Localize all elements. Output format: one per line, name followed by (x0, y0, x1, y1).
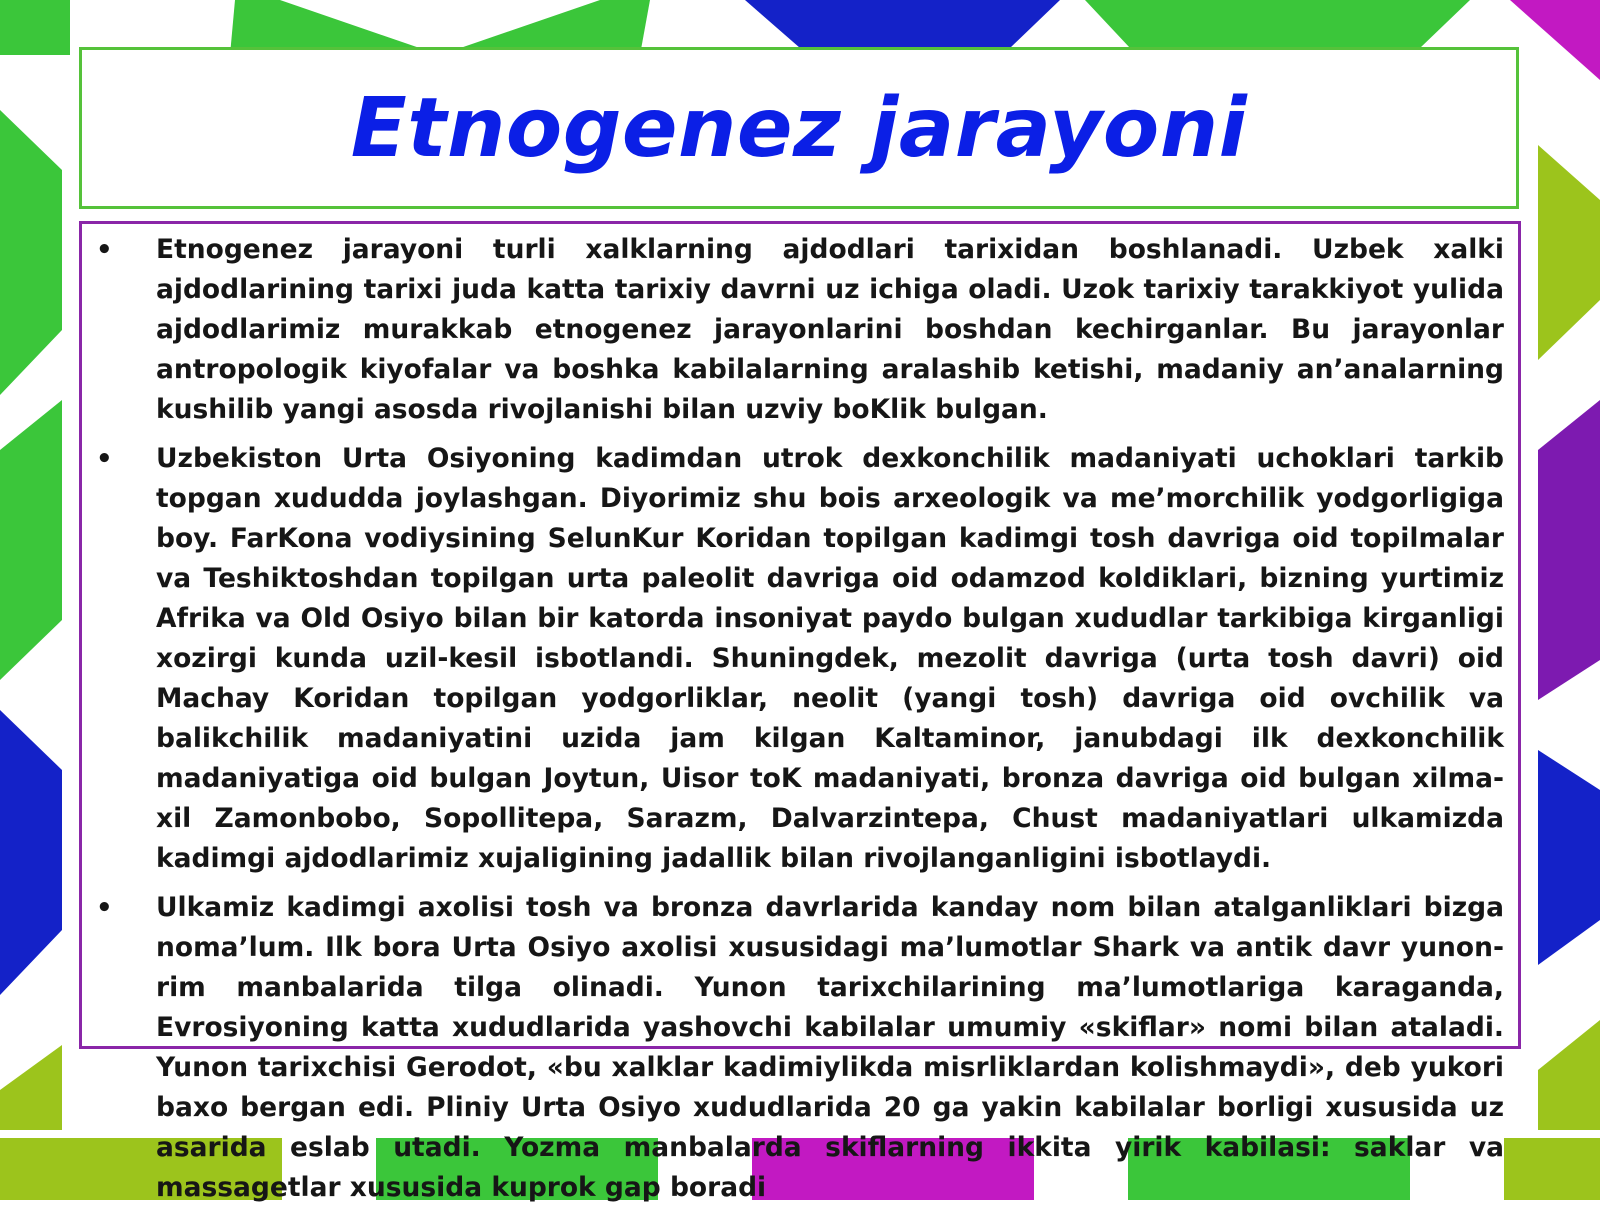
deco-top-magenta (1510, 0, 1600, 80)
title-box (79, 47, 1519, 209)
bullet-list (92, 230, 1504, 1208)
slide-content (92, 230, 1504, 1217)
deco-right-lime-1 (1538, 145, 1600, 360)
slide-title: Etnogenez jarayoni (350, 80, 1248, 176)
deco-left-lime (0, 1045, 62, 1130)
deco-right-purple (1538, 400, 1600, 700)
deco-left-blue (0, 710, 62, 995)
deco-left-green-2 (0, 400, 62, 680)
deco-top-green-2 (1085, 0, 1470, 48)
deco-bottom-lime-2 (1504, 1138, 1600, 1200)
deco-top-green-left (0, 0, 70, 55)
bullet-item: • Uzbekiston Urta Osiyoning kadimdan utrok dexkonchilik madaniyati uchoklari tarkib topgan xududda joylashgan. Diyorimiz shu bois arxeologik va me’morchilik yodgorligiga boy. FarKona vodiysining SelunKur Koridan topilgan kadimgi tosh davriga oid topilmalar va Teshiktoshdan topilgan urta paleolit davriga oid odamzod koldiklari, bizning yurtimiz Afrika va Old Osiyo bilan bir katorda insoniyat paydo bulgan xududlar tarkibiga kirganligi xozirgi kunda uzil-kesil isbotlandi. Shuningdek, mezolit davriga (urta tosh davri) oid Machay Koridan topilgan yodgorliklar, neolit (yangi tosh) davriga oid ovchilik va balikchilik madaniyatini uzida jam kilgan Kaltaminor, janubdagi ilk dexkonchilik madaniyatiga oid bulgan Joytun, Uisor toK madaniyati, bronza davriga oid bulgan xilma-xil Zamonbobo, Sopollitepa, Sarazm, Dalvarzintepa, Chust madaniyatlari ulkamizda kadimgi ajdodlarimiz xujaligining jadallik bilan rivojlanganligini isbotlaydi. (92, 439, 1504, 879)
bullet-item: • Ulkamiz kadimgi axolisi tosh va bronza davrlarida kanday nom bilan atalganliklari bizga noma’lum. Ilk bora Urta Osiyo axolisi xususidagi ma’lumotlar Shark va antik davr yunon-rim manbalarida tilga olinadi. Yunon tarixchilarining ma’lumotlariga karaganda, Evrosiyoning katta xududlarida yashovchi kabilalar umumiy «skiflar» nomi bilan ataladi. Yunon tarixchisi Gerodot, «bu xalklar kadimiylikda misrliklardan kolishmaydi», deb yukori baxo bergan edi. Pliniy Urta Osiyo xududlarida 20 ga yakin kabilalar borligi xususida uz asarida eslab utadi. Yozma manbalarda skiflarning ikkita yirik kabilasi: saklar va massagetlar xususida kuprok gap boradi (92, 888, 1504, 1208)
deco-right-blue (1538, 750, 1600, 965)
deco-top-blue (745, 0, 1060, 48)
bullet-item: • Etnogenez jarayoni turli xalklarning ajdodlari tarixidan boshlanadi. Uzbek xalki ajdodlarining tarixi juda katta tarixiy davrni uz ichiga oladi. Uzok tarixiy tarakkiyot yulida ajdodlarimiz murakkab etnogenez jarayonlarini boshdan kechirganlar. Bu jarayonlar antropologik kiyofalar va boshka kabilalarning aralashib ketishi, madaniy an’analarning kushilib yangi asosda rivojlanishi bilan uzviy boKlik bulgan. (92, 230, 1504, 430)
deco-left-green-1 (0, 110, 62, 395)
deco-right-lime-2 (1538, 1020, 1600, 1130)
